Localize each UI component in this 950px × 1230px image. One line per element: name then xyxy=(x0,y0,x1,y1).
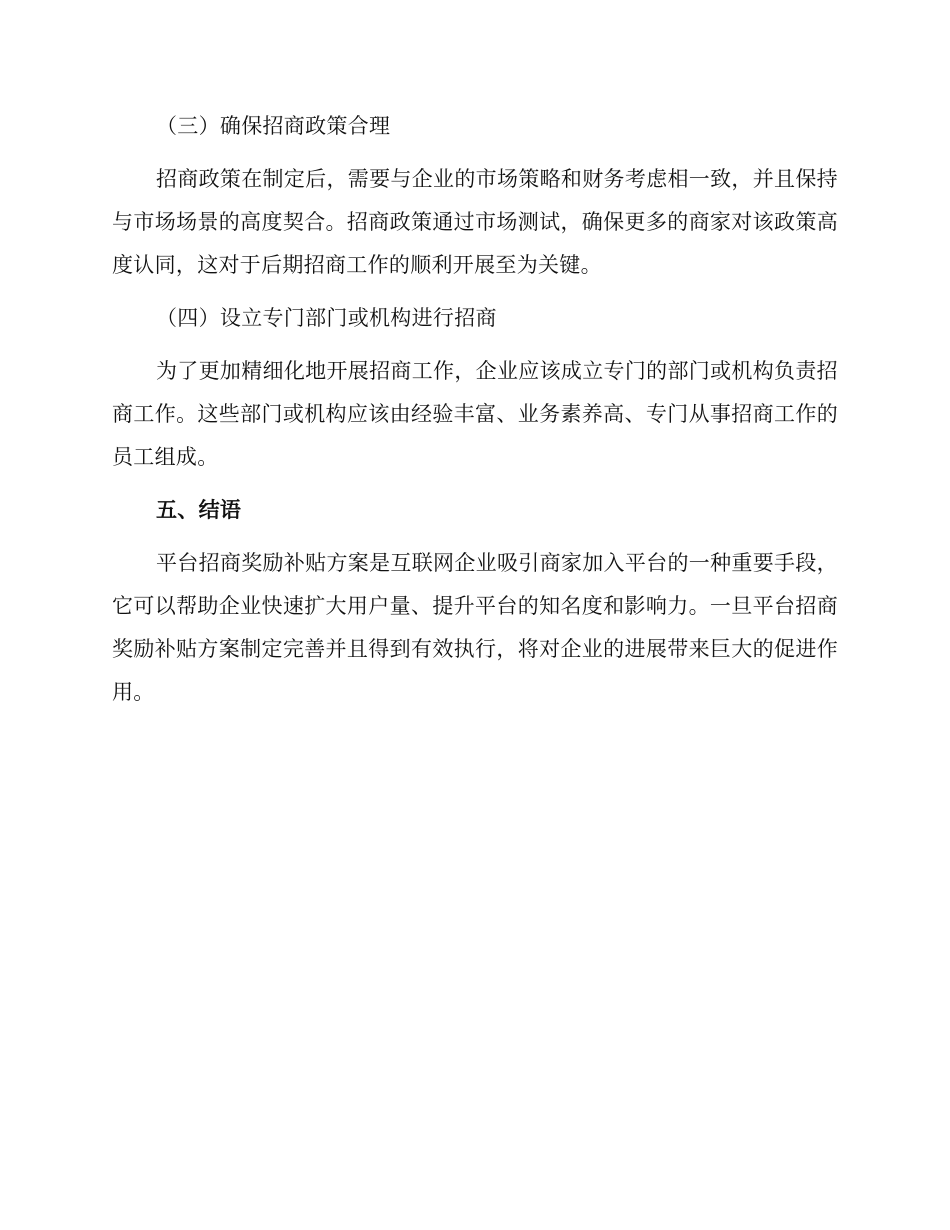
section-title-conclusion: 五、结语 xyxy=(156,498,242,522)
paragraph-conclusion: 平台招商奖励补贴方案是互联网企业吸引商家加入平台的一种重要手段，它可以帮助企业快速扩大用户量、提升平台的知名度和影响力。一旦平台招商奖励补贴方案制定完善并且得到有效执行，将对企业的进展带来巨大的促进作用。 xyxy=(112,551,838,704)
subheading-ensure-policy: （三）确保招商政策合理 xyxy=(156,114,391,138)
subheading-dedicated-department: （四）设立专门部门或机构进行招商 xyxy=(156,306,497,330)
paragraph-policy: 招商政策在制定后，需要与企业的市场策略和财务考虑相一致，并且保持与市场场景的高度契合。招商政策通过市场测试，确保更多的商家对该政策高度认同，这对于后期招商工作的顺利开展至为关键。 xyxy=(112,167,838,277)
paragraph-department: 为了更加精细化地开展招商工作，企业应该成立专门的部门或机构负责招商工作。这些部门或机构应该由经验丰富、业务素养高、专门从事招商工作的员工组成。 xyxy=(112,359,838,469)
document-body xyxy=(112,105,838,724)
